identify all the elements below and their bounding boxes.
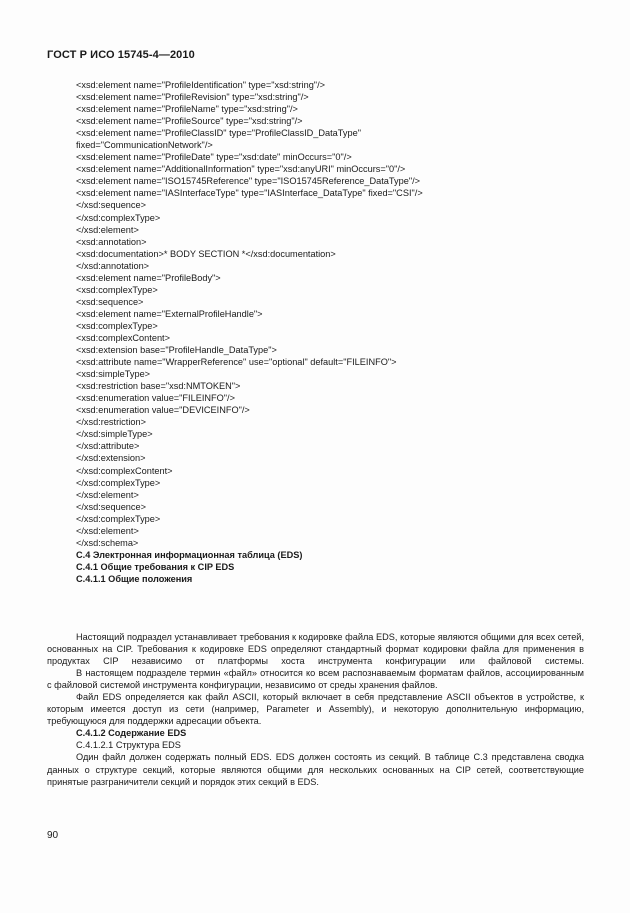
code-line: </xsd:element> xyxy=(76,489,139,500)
document-body xyxy=(47,631,584,788)
code-line: <xsd:element name="ProfileBody"> xyxy=(76,272,221,283)
code-line: <xsd:element name="ExternalProfileHandle"> xyxy=(76,308,263,319)
section-heading: С.4 Электронная информационная таблица (EDS) xyxy=(76,549,303,560)
code-line: <xsd:complexType> xyxy=(76,320,158,331)
code-line: </xsd:extension> xyxy=(76,453,146,464)
code-line: <xsd:extension base="ProfileHandle_DataType"> xyxy=(76,345,277,356)
code-line: <xsd:enumeration value="DEVICEINFO"/> xyxy=(76,405,250,416)
page-header: ГОСТ Р ИСО 15745-4—2010 xyxy=(47,49,195,61)
section-heading-eds-structure: С.4.1.2.1 Структура EDS xyxy=(76,740,181,751)
paragraph-eds-structure: Один файл должен содержать полный EDS. EDS должен состоять из секций. В таблице С.3 представлена сводка данных о структуре секций, которые являются общими для нескольких основанных на CIP сетей, соответствующие принятые разграничители секций и порядок этих секций в EDS. xyxy=(47,752,584,787)
code-line: <xsd:complexContent> xyxy=(76,332,170,343)
code-line: </xsd:restriction> xyxy=(76,417,146,428)
xsd-code-listing xyxy=(76,79,596,585)
code-line: </xsd:element> xyxy=(76,525,139,536)
paragraph-eds-definition: Файл EDS определяется как файл ASCII, который включает в себя представление ASCII объектов в устройстве, к которым имеется доступ из сети (например, Parameter и Assembly), и некоторую дополнительную информацию, требующуюся для поддержки адресации объекта. xyxy=(47,692,584,727)
code-line: <xsd:restriction base="xsd:NMTOKEN"> xyxy=(76,381,241,392)
code-line: </xsd:schema> xyxy=(76,537,139,548)
code-line: <xsd:attribute name="WrapperReference" use="optional" default="FILEINFO"> xyxy=(76,357,397,368)
code-line: <xsd:enumeration value="FILEINFO"/> xyxy=(76,393,235,404)
page-number: 90 xyxy=(47,830,59,841)
code-line: </xsd:sequence> xyxy=(76,200,146,211)
code-line: <xsd:element name="ProfileDate" type="xsd:date" minOccurs="0"/> xyxy=(76,152,352,163)
code-line: <xsd:element name="IASInterfaceType" type="IASInterface_DataType" fixed="CSI"/> xyxy=(76,188,423,199)
code-line: <xsd:element name="ProfileIdentification" type="xsd:string"/> xyxy=(76,80,325,90)
code-line: </xsd:complexType> xyxy=(76,212,161,223)
section-heading: С.4.1 Общие требования к CIP EDS xyxy=(76,561,235,572)
code-line: </xsd:complexContent> xyxy=(76,465,173,476)
code-line: </xsd:attribute> xyxy=(76,441,140,452)
code-line: <xsd:element name="ProfileSource" type="xsd:string"/> xyxy=(76,116,303,127)
code-line: <xsd:sequence> xyxy=(76,296,144,307)
section-heading-eds-content: С.4.1.2 Содержание EDS xyxy=(76,728,187,739)
code-line: </xsd:complexType> xyxy=(76,477,161,488)
code-line: <xsd:element name="AdditionalInformation" type="xsd:anyURI" minOccurs="0"/> xyxy=(76,164,406,175)
code-line: <xsd:simpleType> xyxy=(76,369,151,380)
code-line: </xsd:element> xyxy=(76,224,139,235)
code-line: <xsd:element name="ISO15745Reference" type="ISO15745Reference_DataType"/> xyxy=(76,176,421,187)
code-line: </xsd:annotation> xyxy=(76,260,150,271)
code-line: <xsd:element name="ProfileClassID" type="ProfileClassID_DataType" xyxy=(76,128,361,139)
paragraph-file-term: В настоящем подразделе термин «файл» относится ко всем распознаваемым форматам файлов, ассоциированным с файловой системой инструмента конфигурации, независимо от среды хранения файлов. xyxy=(47,668,584,691)
code-line: </xsd:simpleType> xyxy=(76,429,153,440)
code-line: </xsd:complexType> xyxy=(76,513,161,524)
code-line: <xsd:complexType> xyxy=(76,284,158,295)
code-line: fixed="CommunicationNetwork"/> xyxy=(76,140,213,151)
code-line: <xsd:documentation>* BODY SECTION *</xsd:documentation> xyxy=(76,248,336,259)
code-line: <xsd:element name="ProfileRevision" type="xsd:string"/> xyxy=(76,92,309,103)
code-line: <xsd:element name="ProfileName" type="xsd:string"/> xyxy=(76,104,298,115)
section-heading: С.4.1.1 Общие положения xyxy=(76,573,193,584)
paragraph-intro: Настоящий подраздел устанавливает требования к кодировке файла EDS, которые являются общими для всех сетей, основанных на CIP. Требования к кодировке EDS определяют стандартный формат кодировки файла для применения в продуктах CIP независимо от платформы хоста инструмента конфигурации или файловой системы. xyxy=(47,632,584,667)
code-line: <xsd:annotation> xyxy=(76,236,147,247)
code-line: </xsd:sequence> xyxy=(76,501,146,512)
